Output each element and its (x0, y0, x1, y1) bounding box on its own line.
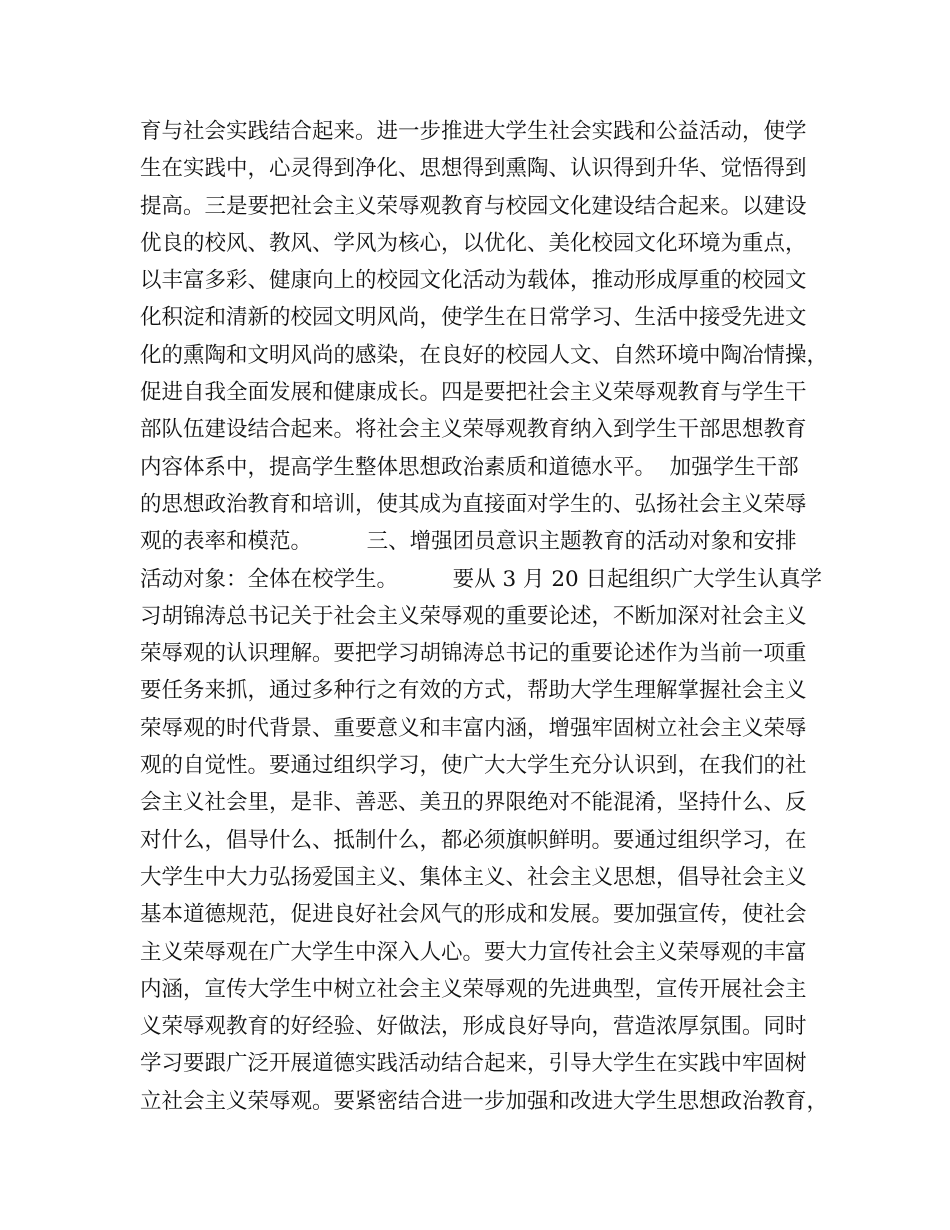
text-line: 主义荣辱观在广大学生中深入人心。要大力宣传社会主义荣辱观的丰富 (140, 939, 807, 965)
text-line: 荣辱观的时代背景、重要意义和丰富内涵，增强牢固树立社会主义荣辱 (140, 715, 807, 741)
text-line: 荣辱观的认识理解。要把学习胡锦涛总书记的重要论述作为当前一项重 (140, 641, 807, 667)
text-line: 立社会主义荣辱观。要紧密结合进一步加强和改进大学生思想政治教育， (140, 1088, 829, 1114)
text-line: 要任务来抓，通过多种行之有效的方式，帮助大学生理解掌握社会主义 (140, 678, 807, 704)
text-line: 育与社会实践结合起来。进一步推进大学生社会实践和公益活动，使学 (140, 119, 807, 144)
text-line: 观的自觉性。要通过组织学习，使广大大学生充分认识到，在我们的社 (140, 753, 807, 779)
text-line: 促进自我全面发展和健康成长。四是要把社会主义荣辱观教育与学生干 (140, 380, 807, 406)
text-line: 的思想政治教育和培训，使其成为直接面对学生的、弘扬社会主义荣辱 (140, 491, 807, 517)
text-line: 化的熏陶和文明风尚的感染，在良好的校园人文、自然环境中陶冶情操， (140, 342, 829, 368)
body-text (140, 113, 830, 1120)
text-line: 优良的校风、教风、学风为核心，以优化、美化校园文化环境为重点， (140, 230, 807, 256)
text-line: 会主义社会里，是非、善恶、美丑的界限绝对不能混淆，坚持什么、反 (140, 790, 807, 816)
text-line: 学习要跟广泛开展道德实践活动结合起来，引导大学生在实践中牢固树 (140, 1051, 807, 1077)
text-line: 观的表率和模范。 三、增强团员意识主题教育的活动对象和安排 (140, 529, 797, 555)
text-line: 生在实践中，心灵得到净化、思想得到熏陶、认识得到升华、觉悟得到 (140, 156, 807, 182)
text-line: 基本道德规范，促进良好社会风气的形成和发展。要加强宣传，使社会 (140, 902, 807, 928)
text-line: 内涵，宣传大学生中树立社会主义荣辱观的先进典型，宣传开展社会主 (140, 976, 807, 1002)
text-line: 习胡锦涛总书记关于社会主义荣辱观的重要论述，不断加深对社会主义 (140, 603, 807, 629)
text-line: 内容体系中，提高学生整体思想政治素质和道德水平。 加强学生干部 (140, 454, 799, 480)
text-line: 活动对象：全体在校学生。 要从 3 月 20 日起组织广大学生认真学 (140, 566, 823, 592)
text-line: 大学生中大力弘扬爱国主义、集体主义、社会主义思想，倡导社会主义 (140, 864, 807, 890)
text-line: 化积淀和清新的校园文明风尚，使学生在日常学习、生活中接受先进文 (140, 305, 807, 331)
text-line: 部队伍建设结合起来。将社会主义荣辱观教育纳入到学生干部思想教育 (140, 417, 807, 443)
text-line: 对什么，倡导什么、抵制什么，都必须旗帜鲜明。要通过组织学习，在 (140, 827, 807, 853)
text-line: 以丰富多彩、健康向上的校园文化活动为载体，推动形成厚重的校园文 (140, 268, 807, 294)
text-line: 提高。三是要把社会主义荣辱观教育与校园文化建设结合起来。以建设 (140, 193, 807, 219)
text-line: 义荣辱观教育的好经验、好做法，形成良好导向，营造浓厚氛围。同时 (140, 1014, 807, 1040)
